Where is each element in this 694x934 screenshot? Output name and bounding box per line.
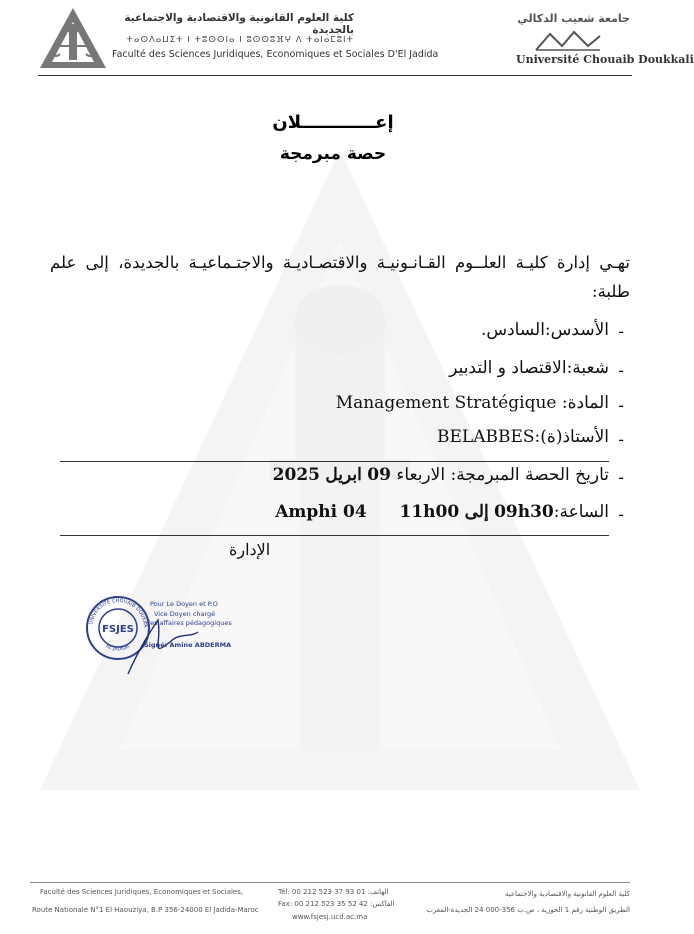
faculty-name-arabic: كلية العلوم القانونية والاقتصادية والاجتماعية بالجديدة (124, 12, 354, 36)
announcement-title: إعــــــــــــلان (272, 112, 394, 133)
administration-signature-label: الإدارة (229, 540, 271, 559)
stamp-line-3: des affaires pédagogiques (146, 619, 232, 627)
date-year: 2025 (272, 465, 320, 485)
list-dash: - (618, 505, 624, 525)
university-name-french: Université Chouaib Doukkali (516, 53, 694, 66)
room: Amphi 04 (275, 502, 367, 522)
professor-value: BELABBES (437, 427, 535, 447)
footer-website: www.fsjesj.ucd.ac.ma (292, 913, 368, 921)
faculty-name-amazigh: ⵜⴰⵙⴷⴰⵡⵉⵜ ⵏ ⵜⵓⵙⵙⵏⴰ ⵏ ⵓⵙⵙⵓⴼⵖ ⴷ ⵜⴰⵏⴰⵎⵓⵏⵜ (126, 35, 354, 45)
faculty-name-french: Faculté des Sciences Juridiques, Economiques et Sociales D'El Jadida (112, 49, 439, 60)
subject-item (336, 393, 609, 413)
professor-item (437, 427, 609, 447)
date-month: ابريل (325, 465, 362, 485)
list-dash: - (618, 322, 624, 342)
date-box-top-rule (60, 461, 609, 462)
stamp-ring-text: UNIVERSITE CHOUAIB DOUKKA (88, 597, 149, 628)
announcement-subtitle: حصة مبرمجة (279, 144, 387, 164)
footer-tel: Tél: 00 212 523 37 93 01 :الهاتف (278, 888, 389, 896)
university-logo (534, 28, 602, 52)
list-dash: - (618, 468, 624, 488)
footer-divider (30, 882, 630, 883)
announcement-intro: تهـي إدارة كليـة العلــوم القـانـونيـة والاقتصـاديـة والاجتـماعيـة بالجديدة، إلى علم طلبة: (50, 253, 630, 301)
stamp-ring-bottom: EL JADIDA (104, 643, 131, 653)
stamp-line-2: Vice Doyen chargé (154, 610, 216, 618)
subject-label: المادة: (561, 393, 609, 413)
university-name-arabic: جامعة شعيب الدكالي (517, 12, 630, 25)
professor-label: الأستاذ(ة): (534, 427, 609, 447)
footer-fax: Fax: 00 212 523 35 52 42 :الفاكس (278, 900, 395, 908)
footer-left-line-1: Faculté des Sciences Juridiques, Economiques et Sociales, (40, 888, 244, 896)
time-to: 11h00 (399, 502, 460, 522)
date-day: 09 (367, 465, 391, 485)
date-label: تاريخ الحصة المبرمجة: الاربعاء (396, 465, 609, 485)
time-to-word: إلى (464, 502, 489, 522)
footer-right-line-2: الطريق الوطنية رقم 1 الحوزية ، ص.ب 356-000 24 الجديدة-المغرب (426, 906, 630, 914)
list-dash: - (618, 396, 624, 416)
list-dash: - (618, 361, 624, 381)
subject-value: Management Stratégique (335, 393, 557, 413)
list-dash: - (618, 430, 624, 450)
footer-left-line-2: Route Nationale N°1 El Haouziya, B.P 356-24000 El Jadida-Maroc (32, 906, 259, 914)
session-time (275, 502, 609, 522)
time-from: 09h30 (494, 502, 554, 522)
stamp-line-1: Pour Le Doyen et P.O (150, 600, 218, 608)
stamp-center: FSJES (102, 624, 134, 635)
semester-item: الأسدس:السادس. (480, 320, 609, 340)
official-stamp (80, 592, 250, 682)
stamp-line-4: Signé: Amine ABDERMA (144, 641, 232, 649)
footer-right-line-1: كلية العلوم القانونية والاقتصادية والاجتماعية (504, 890, 630, 898)
session-date (273, 465, 609, 485)
header-divider (38, 75, 632, 76)
faculty-logo (38, 6, 108, 70)
date-box-bottom-rule (60, 535, 609, 536)
department-item: شعبة:الاقتصاد و التدبير (449, 358, 609, 378)
time-label: الساعة: (553, 502, 609, 522)
